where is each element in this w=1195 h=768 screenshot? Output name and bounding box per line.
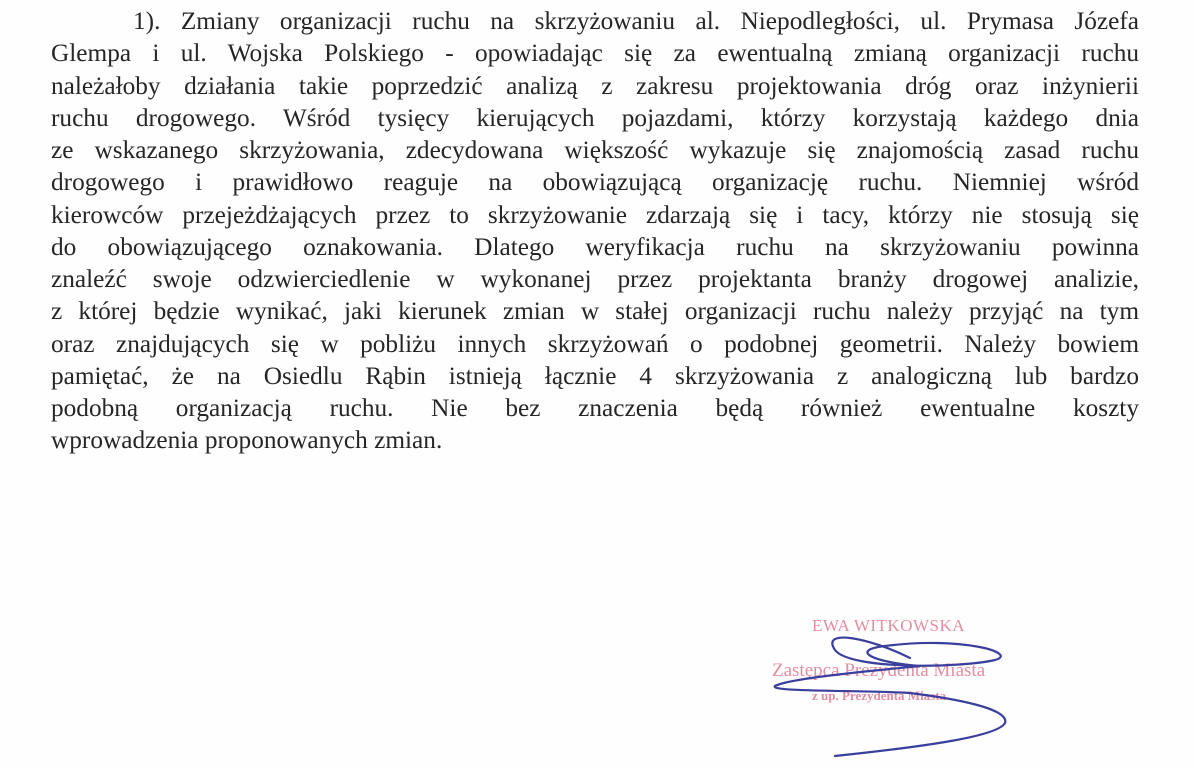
text-line: 1). Zmiany organizacji ruchu na skrzyżowaniu al. Niepodległości, ul. Prymasa Józefa: [133, 7, 1139, 35]
text-line: oraz znajdujących się w pobliżu innych skrzyżowań o podobnej geometrii. Należy bowiem: [51, 329, 1139, 358]
text-line: ze wskazanego skrzyżowania, zdecydowana większość wykazuje się znajomością zasad ruchu: [51, 136, 1139, 164]
text-line: wprowadzenia proponowanych zmian.: [51, 426, 443, 455]
text-line: z której będzie wynikać, jaki kierunek zmian w stałej organizacji ruchu należy przyjąć na tym: [51, 297, 1139, 326]
official-stamp: [760, 608, 1040, 768]
stamp-name: EWA WITKOWSKA: [812, 616, 966, 635]
text-line: Glempa i ul. Wojska Polskiego - opowiadając się za ewentualną zmianą organizacji ruchu: [51, 39, 1139, 68]
text-line: ruchu drogowego. Wśród tysięcy kierujących pojazdami, którzy korzystają każdego dnia: [51, 103, 1139, 132]
text-line: kierowców przejeżdżających przez to skrzyżowanie zdarzają się i tacy, którzy nie stosują się: [51, 200, 1139, 229]
text-line: znaleźć swoje odzwierciedlenie w wykonanej przez projektanta branży drogowej analizie,: [51, 265, 1139, 293]
text-line: pamiętać, że na Osiedlu Rąbin istnieją łącznie 4 skrzyżowania z analogiczną lub bardzo: [51, 361, 1139, 390]
text-line: do obowiązującego oznakowania. Dlatego weryfikacja ruchu na skrzyżowaniu powinna: [51, 232, 1139, 261]
paragraph-item-1: [51, 5, 1139, 457]
text-line: należałoby działania takie poprzedzić analizą z zakresu projektowania dróg oraz inżynierii: [51, 71, 1139, 100]
text-line: podobną organizacją ruchu. Nie bez znaczenia będą również ewentualne koszty: [51, 394, 1139, 422]
text-line: drogowego i prawidłowo reaguje na obowiązującą organizację ruchu. Niemniej wśród: [51, 168, 1139, 197]
stamp-subtitle: z up. Prezydenta Miasta: [812, 688, 947, 703]
stamp-role: Zastępca Prezydenta Miasta: [772, 660, 986, 681]
signature-icon: [760, 608, 1040, 768]
